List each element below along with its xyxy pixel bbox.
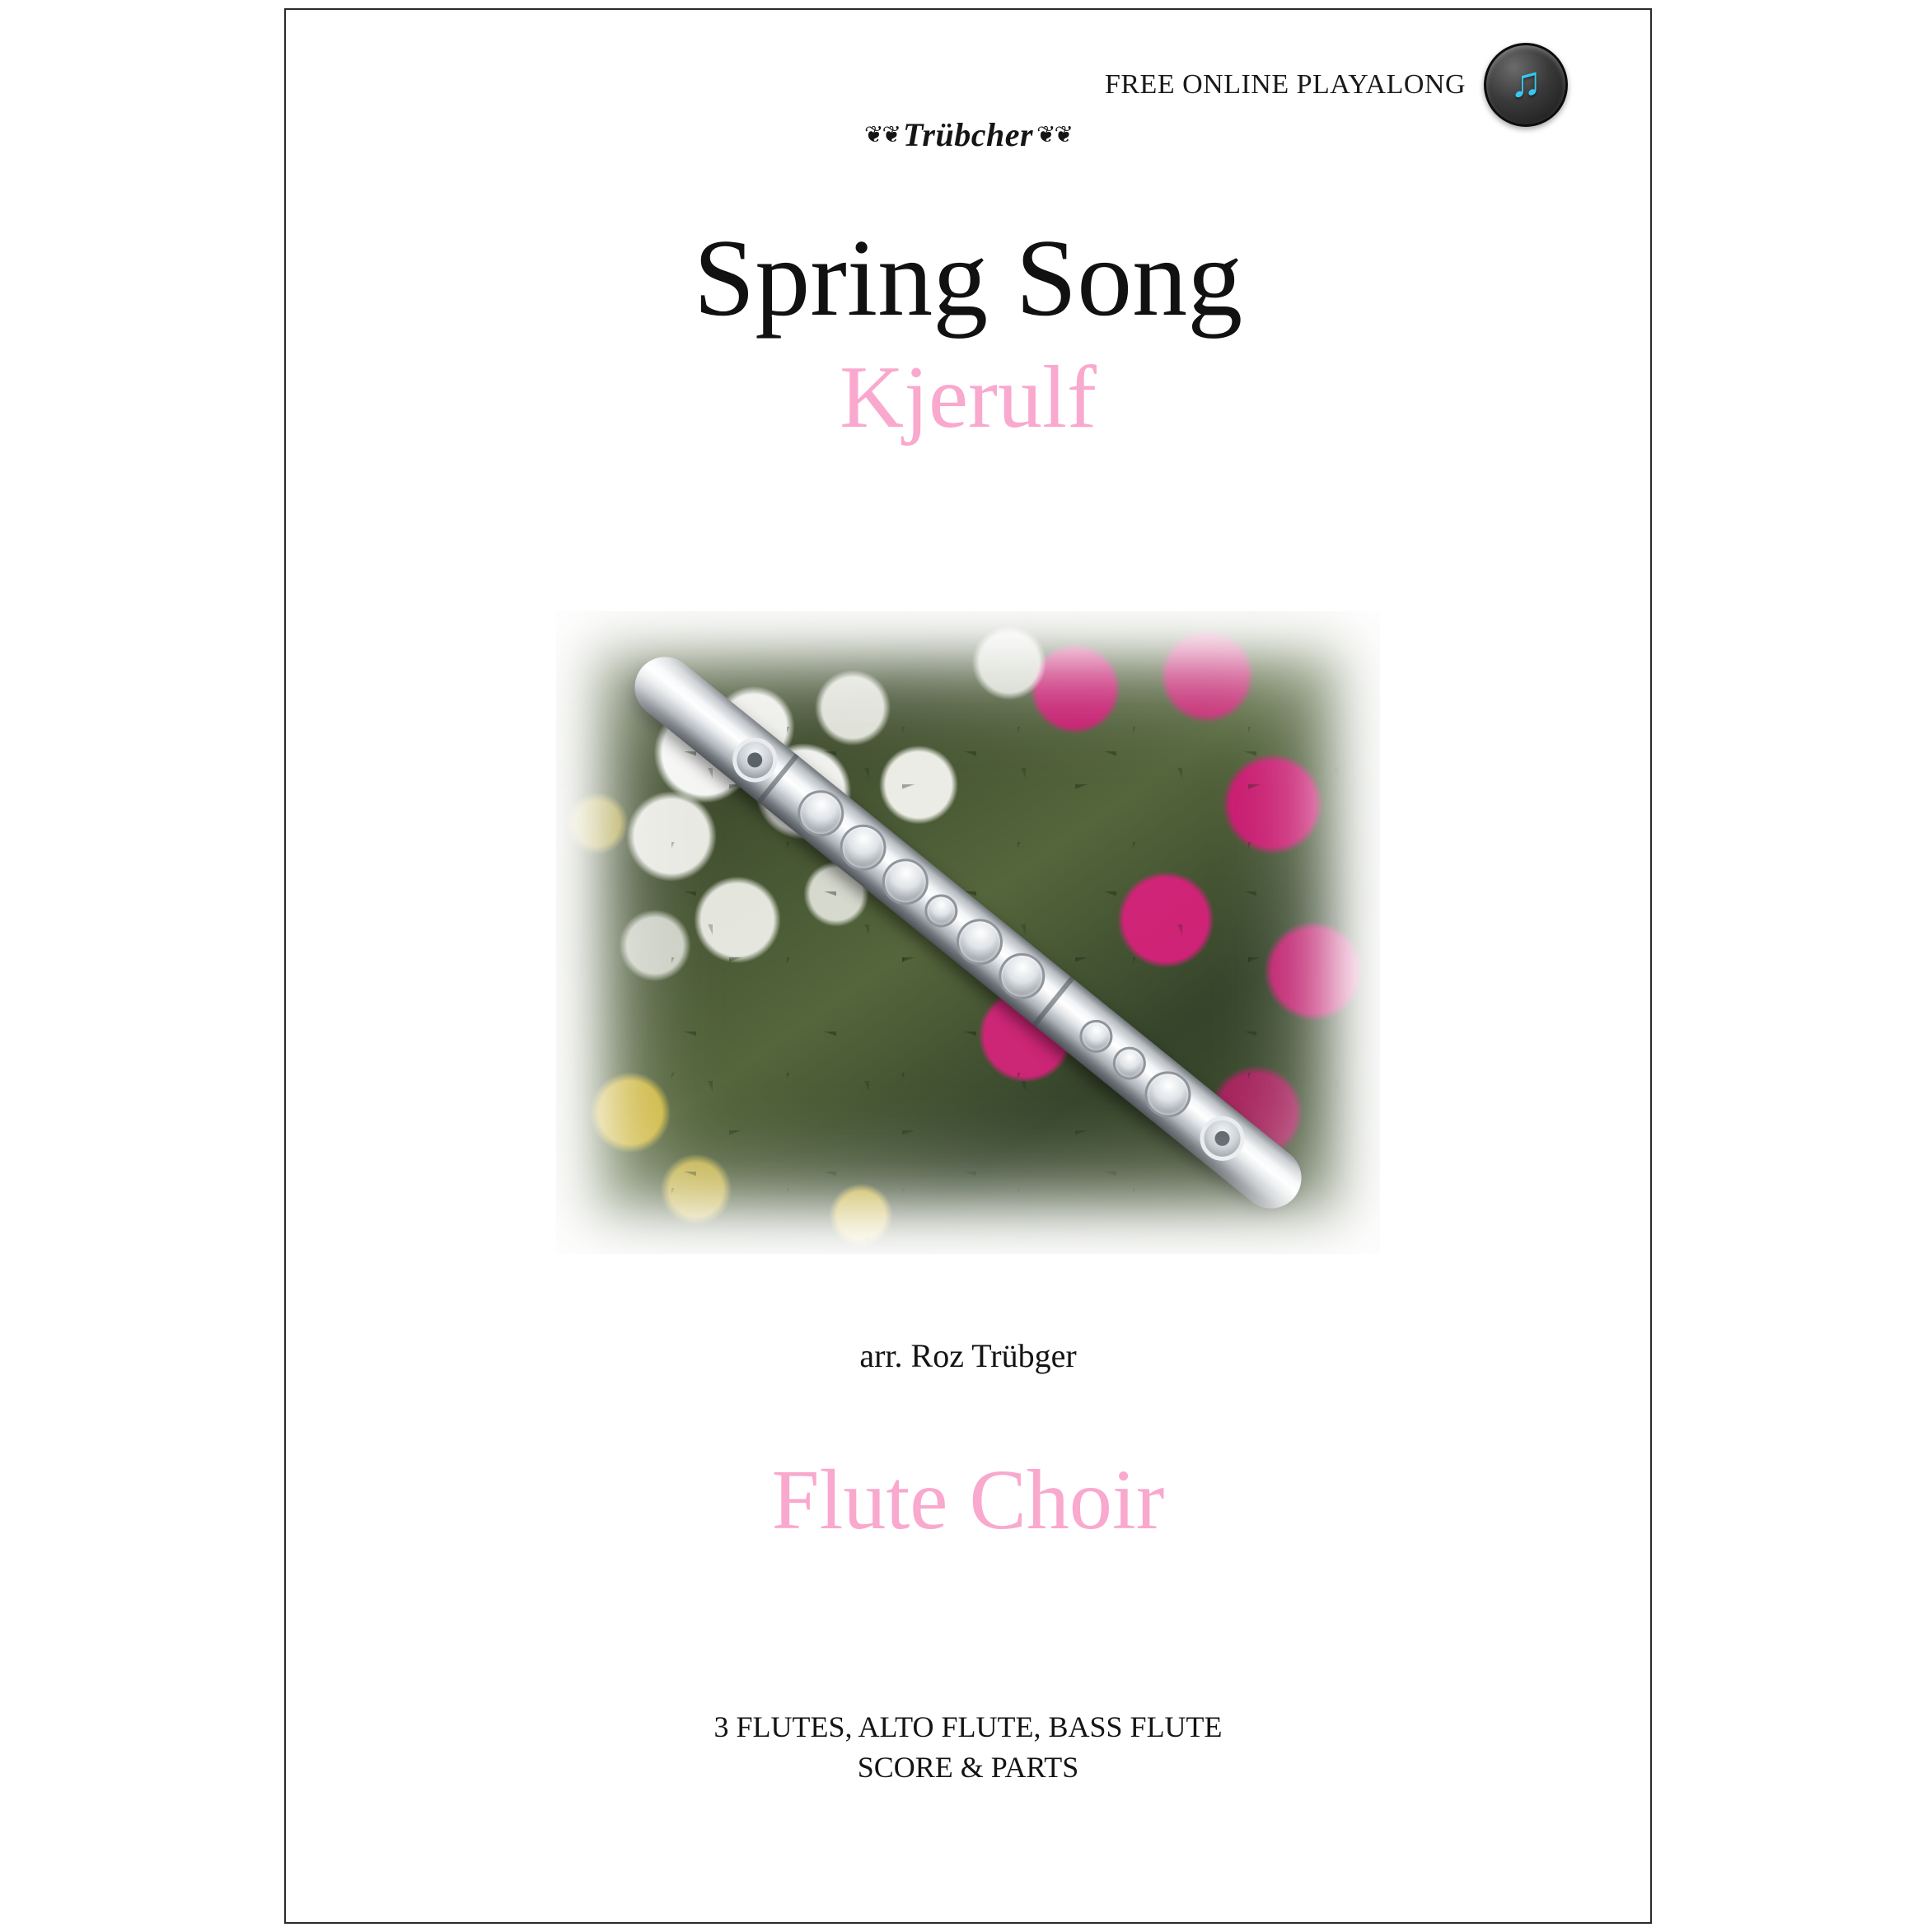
publisher-logo: [286, 115, 1650, 154]
sheet-music-cover: [284, 8, 1652, 1924]
playalong-label: FREE ONLINE PLAYALONG: [1104, 69, 1466, 100]
playalong-banner: [1105, 43, 1568, 127]
cover-image: [556, 611, 1380, 1254]
page-title: Spring Song: [693, 217, 1243, 339]
playalong-badge[interactable]: [1484, 43, 1568, 127]
instrumentation-block: [286, 1707, 1650, 1787]
composer-name: Kjerulf: [840, 349, 1097, 447]
instrumentation-line-2: SCORE & PARTS: [857, 1750, 1079, 1784]
ornament-left-icon: ❦❦: [864, 122, 900, 148]
ornament-right-icon: ❦❦: [1036, 122, 1072, 148]
instrumentation-line-1: 3 FLUTES, ALTO FLUTE, BASS FLUTE: [713, 1710, 1223, 1743]
cover-photo: [556, 611, 1380, 1254]
publisher-name: Trübcher: [902, 116, 1034, 153]
ensemble-name: Flute Choir: [771, 1453, 1165, 1547]
arranger-credit: arr. Roz Trübger: [859, 1337, 1077, 1374]
music-note-icon: ♫: [1509, 59, 1542, 106]
